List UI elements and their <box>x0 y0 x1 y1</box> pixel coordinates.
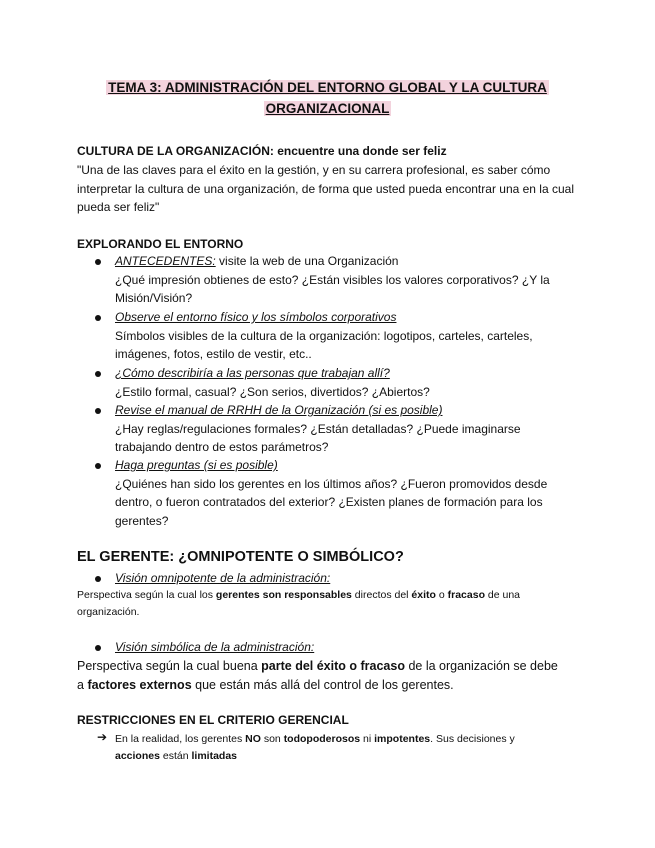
bullet <box>95 315 101 321</box>
cultura-heading: CULTURA DE LA ORGANIZACIÓN: encuentre una donde ser feliz <box>77 144 447 158</box>
bullet <box>95 463 101 469</box>
list-item: Revise el manual de RRHH de la Organización (si es posible) ¿Hay reglas/regulaciones formales? ¿Están detalladas? ¿Puede imaginarse trabajando dentro de estos parámetros? <box>115 403 521 454</box>
list-item: ¿Cómo describiría a las personas que trabajan allí? ¿Estilo formal, casual? ¿Son serios, divertidos? ¿Abiertos? <box>115 366 430 399</box>
bullet <box>95 259 101 265</box>
page-title-line-2: ORGANIZACIONAL <box>265 101 390 116</box>
list-item: Haga preguntas (si es posible) ¿Quiénes han sido los gerentes en los últimos años? ¿Fueron promovidos desde dentro, o fueron contratados del exterior? ¿Existen planes de formación para los gerentes? <box>115 458 548 528</box>
list-item: Observe el entorno físico y los símbolos corporativos Símbolos visibles de la cultura de la organización: logotipos, carteles, carteles, imágenes, fotos, estilo de vestir, etc.. <box>115 310 533 361</box>
omni-text: Perspectiva según la cual los gerentes son responsables directos del éxito o fracaso de una organización. <box>77 589 521 618</box>
cultura-quote: "Una de las claves para el éxito en la gestión, y en su carrera profesional, es saber cómo interpretar la cultura de una organización, de forma que usted pueda encontrar una en la cual pueda ser feliz" <box>77 163 574 214</box>
list-item: ANTECEDENTES: visite la web de una Organización ¿Qué impresión obtienes de esto? ¿Están visibles los valores corporativos? ¿Y la Misión/Visión? <box>115 254 550 305</box>
omni-label: Visión omnipotente de la administración: <box>115 571 331 585</box>
bullet <box>95 645 101 651</box>
bullet <box>95 408 101 414</box>
restricciones-text: En la realidad, los gerentes NO son todopoderosos ni impotentes. Sus decisiones y acciones están limitadas <box>115 733 515 762</box>
bullet <box>95 371 101 377</box>
gerente-heading: EL GERENTE: ¿OMNIPOTENTE O SIMBÓLICO? <box>77 549 404 565</box>
entorno-heading: EXPLORANDO EL ENTORNO <box>77 237 244 251</box>
restricciones-heading: RESTRICCIONES EN EL CRITERIO GERENCIAL <box>77 713 349 727</box>
bullet <box>95 576 101 582</box>
page-title-line-1: TEMA 3: ADMINISTRACIÓN DEL ENTORNO GLOBAL Y LA CULTURA <box>108 80 547 95</box>
arrow-icon: ➔ <box>97 730 108 744</box>
simb-text: Perspectiva según la cual buena parte del éxito o fracaso de la organización se debe a factores externos que están más allá del control de los gerentes. <box>77 659 558 692</box>
simb-label: Visión simbólica de la administración: <box>115 640 315 654</box>
